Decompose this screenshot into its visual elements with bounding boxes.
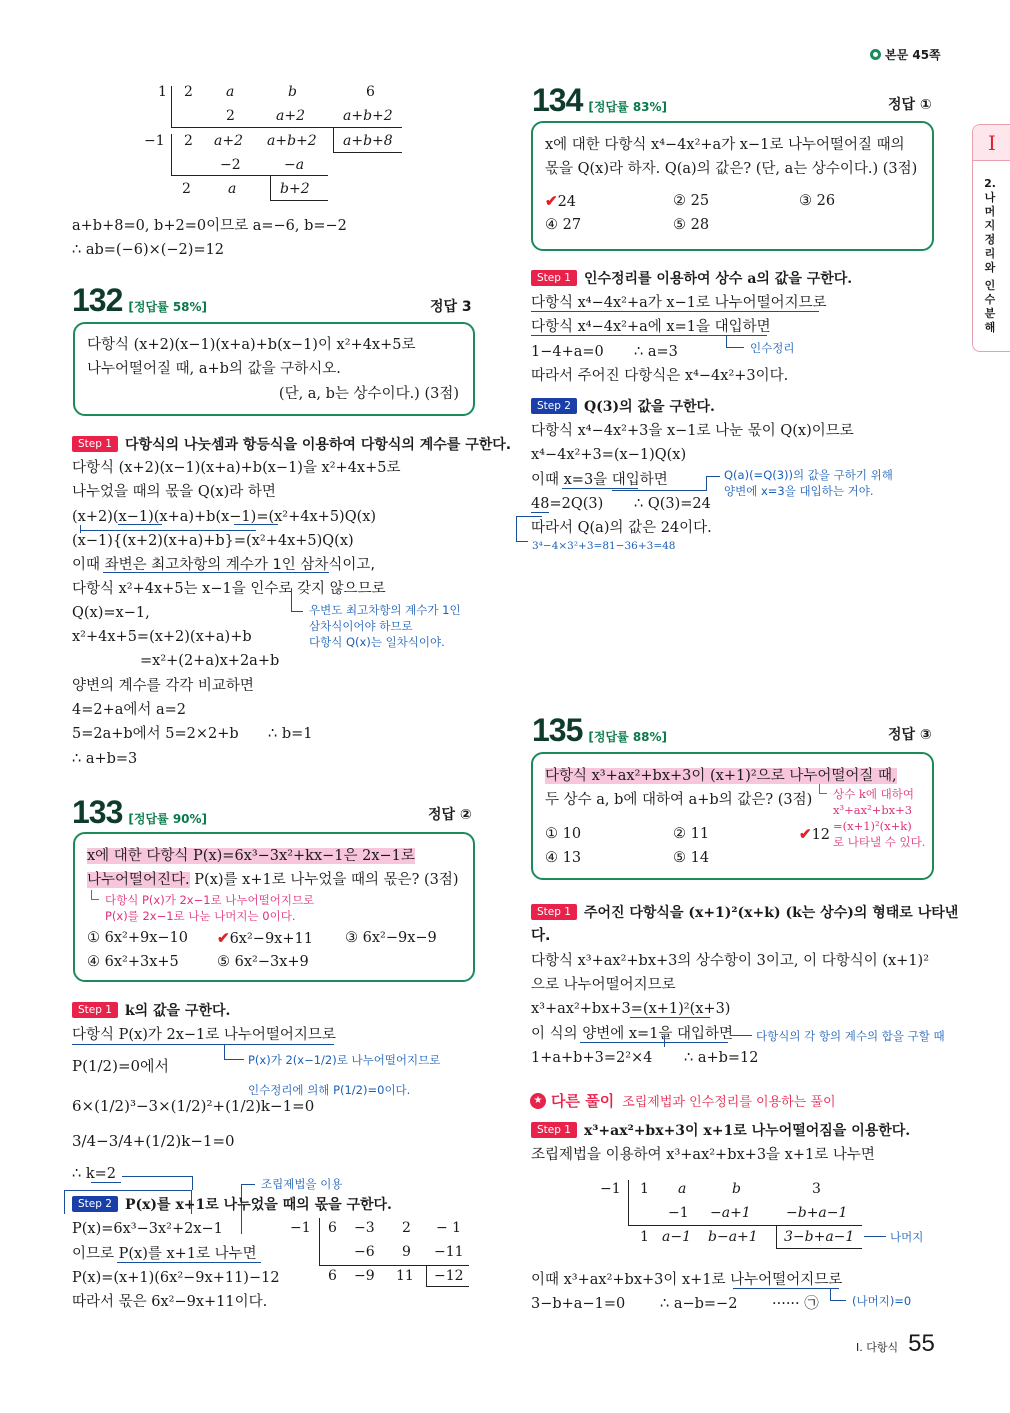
correct-rate: [정답률 88%] xyxy=(588,730,668,744)
page-number: 55 xyxy=(908,1330,935,1357)
choice-3[interactable]: ③ 26 xyxy=(799,193,836,209)
correct-rate: [정답률 58%] xyxy=(128,300,208,314)
chapter-title: 2. 나 머 지 정 리 와 인 수 분 해 xyxy=(984,177,996,334)
step2-133: Step 2 P(x)를 x+1로 나누었을 때의 몫을 구한다. xyxy=(72,1194,392,1214)
page-reference-text: 본문 45쪽 xyxy=(885,48,941,62)
choice-1-selected[interactable]: ✔24 xyxy=(545,192,577,210)
question-box-132: 다항식 (x+2)(x−1)(x+a)+b(x−1)이 x²+4x+5로 나누어떨어질 때, a+b의 값을 구하시오. (단, a, b는 상수이다.) (3점) xyxy=(73,322,475,416)
alternative-solution-header: ★ 다른 풀이 조립제법과 인수정리를 이용하는 풀이 xyxy=(530,1090,836,1111)
choice-5[interactable]: ⑤ 28 xyxy=(673,217,710,233)
problem-number: 134 xyxy=(532,82,583,118)
step-badge: Step 1 xyxy=(72,436,118,452)
step1-135: Step 1 주어진 다항식을 (x+1)²(x+k) (k는 상수)의 형태로 나타낸 xyxy=(531,902,958,922)
correct-rate: [정답률 83%] xyxy=(588,100,668,114)
page-footer xyxy=(856,1330,935,1358)
problem-number: 132 xyxy=(72,282,123,318)
synthetic-division-131: 1 2 a b 6 2 a+2 a+b+2 −1 2 a+2 a+b+2 a+b+8 −2 −a 2 a b+2 xyxy=(144,84,393,197)
pink-note: 다항식 P(x)가 2x−1로 나누어떨어지므로 P(x)를 2x−1로 나눈 나머지는 0이다. xyxy=(105,893,315,923)
synthetic-division-133: −1 6 −3 2 − 1 −6 9 −11 6 −9 11 −12 xyxy=(290,1220,464,1284)
step1-132: Step 1 다항식의 나눗셈과 항등식을 이용하여 다항식의 계수를 구한다. xyxy=(72,434,511,454)
problem-134-header xyxy=(532,82,667,119)
checkmark-icon: ✔ xyxy=(217,929,230,947)
problem-number: 133 xyxy=(72,794,123,830)
page-reference xyxy=(870,46,941,63)
correct-rate: [정답률 90%] xyxy=(128,812,208,826)
step1-134: Step 1 인수정리를 이용하여 상수 a의 값을 구한다. xyxy=(531,268,852,288)
choice-2[interactable]: ② 25 xyxy=(673,193,710,209)
choice-2[interactable]: ② 11 xyxy=(673,826,710,842)
pink-note: 상수 k에 대하여 x³+ax²+bx+3 =(x+1)²(x+k) 로 나타낼 수 있다. xyxy=(833,787,926,849)
choice-3-selected[interactable]: ✔12 xyxy=(799,825,831,843)
question-box-135: 다항식 x³+ax²+bx+3이 (x+1)²으로 나누어떨어질 때, 두 상수 a, b에 대하여 a+b의 값은? (3점) 상수 k에 대하여 x³+ax²+bx+3 =(x+1)²(x+k) 로 나타낼 수 있다. ① 10 ② 11 ✔12 ④ 13 ⑤ 14 xyxy=(531,752,934,880)
chapter-roman: I xyxy=(973,125,1010,161)
synthetic-division-135: −1 1 a b 3 −1 −a+1 −b+a−1 1 a−1 b−a+1 3−b+a−1 xyxy=(600,1181,855,1245)
chapter-side-tab[interactable] xyxy=(972,124,1010,352)
choice-4[interactable]: ④ 27 xyxy=(545,217,582,233)
question-box-134: x에 대한 다항식 x⁴−4x²+a가 x−1로 나누어떨어질 때의 몫을 Q(x)라 하자. Q(a)의 값은? (단, a는 상수이다.) (3점) ✔24 ② 25 ③ 26 ④ 27 ⑤ 28 xyxy=(531,121,934,251)
solution-line: a+b+8=0, b+2=0이므로 a=−6, b=−2 xyxy=(72,218,347,234)
choice-5[interactable]: ⑤ 14 xyxy=(673,850,710,866)
checkmark-icon: ✔ xyxy=(545,192,558,210)
choice-3[interactable]: ③ 6x²−9x−9 xyxy=(345,930,437,946)
answer-label: 정답 ② xyxy=(428,807,472,823)
question-box-133: x에 대한 다항식 P(x)=6x³−3x²+kx−1은 2x−1로 나누어떨어진다. P(x)를 x+1로 나누었을 때의 몫은? (3점) 다항식 P(x)가 2x−1로 나누어떨어지므로 P(x)를 2x−1로 나눈 나머지는 0이다. ① 6x²+9x−10 ✔6x²−9x+11 ③ 6x²−9x−9 ④ 6x²+3x+5 ⑤ 6x²−3x+9 xyxy=(73,832,475,982)
alt-step1-135: Step 1 x³+ax²+bx+3이 x+1로 나누어떨어짐을 이용한다. xyxy=(531,1120,910,1140)
choice-1[interactable]: ① 10 xyxy=(545,826,582,842)
checkmark-icon: ✔ xyxy=(799,825,812,843)
side-note: 우변도 최고차항의 계수가 1인 삼차식이어야 하므로 다항식 Q(x)는 일차식이야. xyxy=(309,603,461,649)
answer-label: 정답 ① xyxy=(888,97,932,113)
circle-bullet-icon xyxy=(870,49,881,60)
choice-4[interactable]: ④ 13 xyxy=(545,850,582,866)
choice-4[interactable]: ④ 6x²+3x+5 xyxy=(87,954,179,970)
choice-2-selected[interactable]: ✔6x²−9x+11 xyxy=(217,929,313,947)
answer-label: 정답 ③ xyxy=(888,727,932,743)
problem-133-header xyxy=(72,794,207,831)
problem-number: 135 xyxy=(532,712,583,748)
problem-135-header xyxy=(532,712,667,749)
solution-line: ∴ ab=(−6)×(−2)=12 xyxy=(72,242,225,258)
choice-1[interactable]: ① 6x²+9x−10 xyxy=(87,930,188,946)
star-icon: ★ xyxy=(530,1093,546,1109)
section-label: Ⅰ. 다항식 xyxy=(856,1341,899,1354)
step1-133: Step 1 k의 값을 구한다. xyxy=(72,1000,230,1020)
choice-5[interactable]: ⑤ 6x²−3x+9 xyxy=(217,954,309,970)
problem-132-header xyxy=(72,282,207,319)
answer-label: 정답 3 xyxy=(430,299,472,315)
step2-134: Step 2 Q(3)의 값을 구한다. xyxy=(531,396,715,416)
